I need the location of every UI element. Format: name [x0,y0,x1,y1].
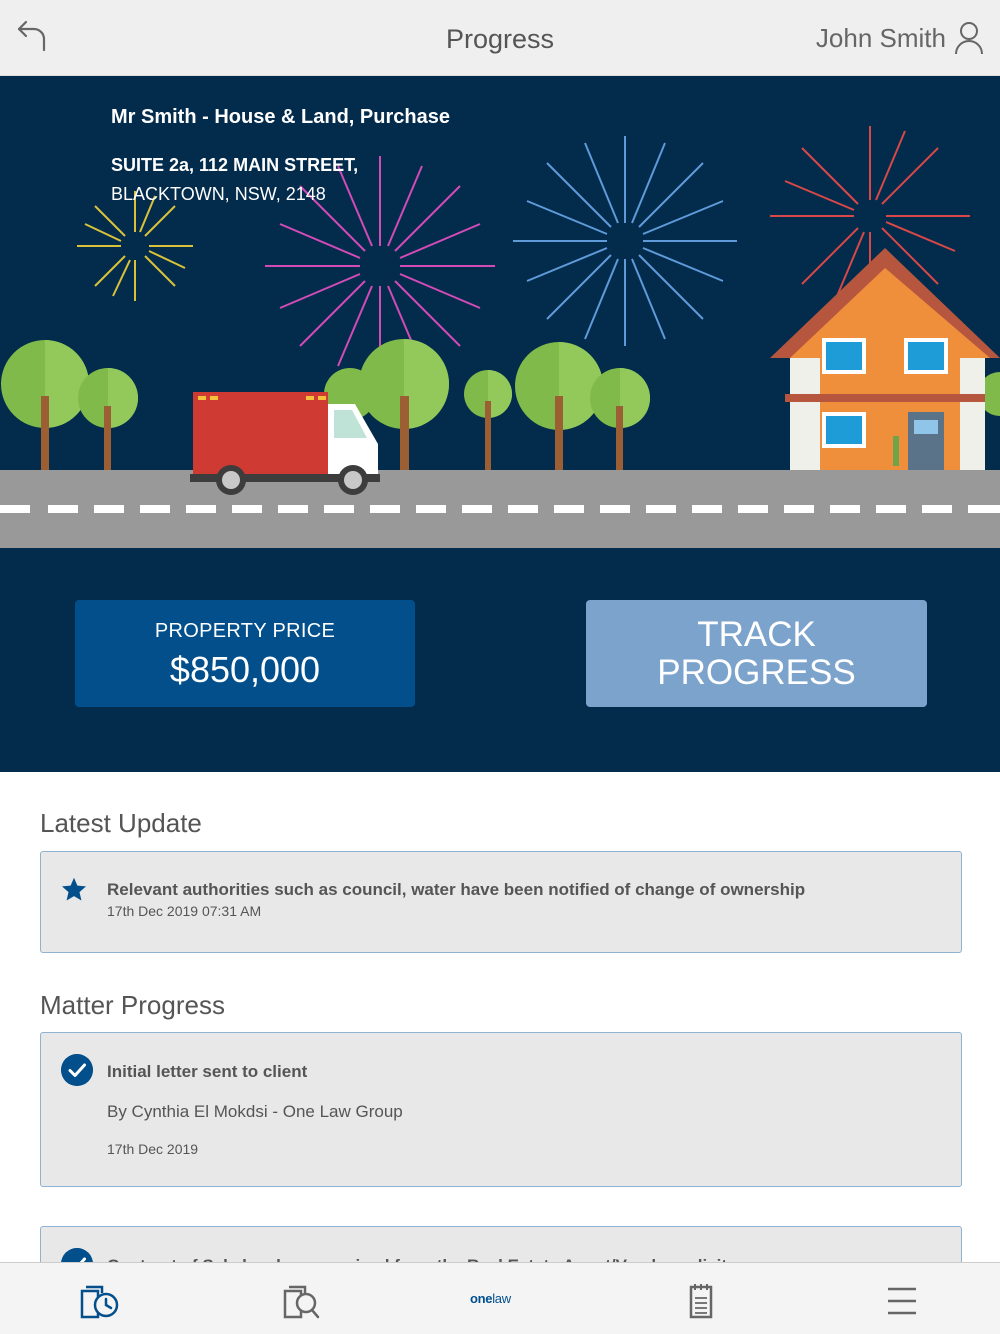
nav-notes[interactable] [680,1281,724,1321]
one-law-logo[interactable] [470,1291,511,1306]
moving-truck [190,392,380,495]
matter-title: Mr Smith - House & Land, Purchase [111,106,450,128]
property-price-card [75,600,415,707]
property-price-value: $850,000 [169,649,321,690]
user-name: John Smith [815,22,946,53]
latest-update-card[interactable] [40,851,962,953]
latest-update-text: Relevant authorities such as council, water have been notified of change of ownership [107,880,806,899]
blue-firework [513,136,737,346]
nav-documents-search[interactable] [280,1281,324,1321]
star-icon [60,876,88,904]
matter-progress-title: Initial letter sent to client [107,1062,308,1081]
check-circle-icon [61,1054,93,1086]
nav-menu[interactable] [880,1281,924,1321]
track-progress-label-2: PROGRESS [657,653,856,692]
address-line-1: SUITE 2a, 112 MAIN STREET, [111,155,359,175]
user-profile-button[interactable] [816,18,984,58]
property-price-label: PROPERTY PRICE [154,620,336,642]
nav-progress[interactable] [78,1281,122,1321]
brand-light: law [492,1291,511,1306]
bottom-navigation [0,1262,1000,1334]
progress-clock-icon [78,1281,122,1321]
matter-progress-author: By Cynthia El Mokdsi - One Law Group [107,1102,403,1121]
matter-progress-item[interactable] [40,1032,962,1187]
notepad-icon [680,1281,724,1321]
yellow-firework [77,191,193,301]
address-line-2: BLACKTOWN, NSW, 2148 [111,184,326,204]
latest-update-heading: Latest Update [40,808,202,838]
menu-icon [880,1281,924,1321]
matter-progress-date: 17th Dec 2019 [107,1141,199,1157]
page-title: Progress [445,24,555,54]
latest-update-date: 17th Dec 2019 07:31 AM [107,903,262,919]
top-header [0,0,1000,76]
matter-progress-heading: Matter Progress [40,990,225,1020]
track-progress-button[interactable] [586,600,927,707]
track-progress-label-1: TRACK [697,615,816,654]
hero-banner [0,76,1000,772]
search-documents-icon [280,1281,324,1321]
brand-bold: one [470,1291,493,1306]
matter-details [111,106,450,205]
user-icon [954,21,984,55]
